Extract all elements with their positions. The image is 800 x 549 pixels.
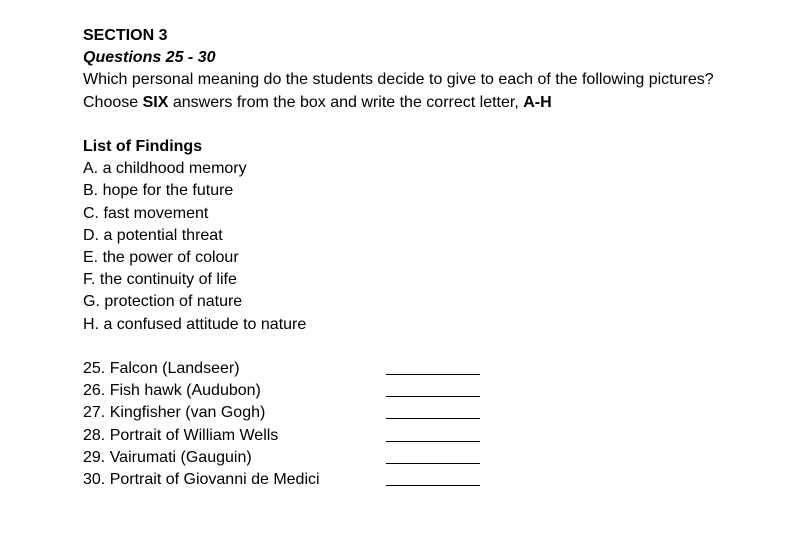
question-label: 29. Vairumati (Gauguin) (83, 448, 252, 466)
finding-item: F. the continuity of life (83, 271, 237, 289)
letter-range: A-H (523, 93, 552, 111)
findings-list (83, 158, 723, 336)
question-row (83, 425, 723, 447)
answer-blank[interactable] (386, 485, 480, 486)
finding-item: B. hope for the future (83, 182, 234, 200)
finding-item: H. a confused attitude to nature (83, 315, 307, 333)
choose-middle: answers from the box and write the correct letter, (168, 93, 524, 111)
spacer (83, 336, 723, 358)
question-row (83, 469, 723, 491)
question-row (83, 380, 723, 402)
answer-blank[interactable] (386, 418, 480, 419)
question-label: 25. Falcon (Landseer) (83, 360, 240, 378)
question-label: 26. Fish hawk (Audubon) (83, 382, 261, 400)
question-label: 30. Portrait of Giovanni de Medici (83, 470, 320, 488)
finding-item: A. a childhood memory (83, 160, 247, 178)
spacer (83, 114, 723, 136)
question-label: 27. Kingfisher (van Gogh) (83, 404, 266, 422)
finding-item: C. fast movement (83, 204, 209, 222)
answer-blank[interactable] (386, 374, 480, 375)
question-label: 28. Portrait of William Wells (83, 426, 279, 444)
questions-range: Questions 25 - 30 (83, 49, 216, 67)
choose-prefix: Choose (83, 93, 143, 111)
question-row (83, 358, 723, 380)
answer-blank[interactable] (386, 441, 480, 442)
choose-instruction (83, 92, 723, 114)
finding-item: D. a potential threat (83, 226, 223, 244)
answer-blank[interactable] (386, 396, 480, 397)
question-list (83, 358, 723, 491)
findings-heading: List of Findings (83, 138, 203, 155)
worksheet (83, 25, 723, 491)
question-row (83, 402, 723, 424)
finding-item: G. protection of nature (83, 293, 243, 311)
answer-blank[interactable] (386, 463, 480, 464)
instruction-text: Which personal meaning do the students decide to give to each of the following pictures? (83, 71, 714, 89)
question-row (83, 447, 723, 469)
answer-count: SIX (142, 93, 169, 111)
section-title: SECTION 3 (83, 27, 168, 44)
finding-item: E. the power of colour (83, 249, 239, 267)
